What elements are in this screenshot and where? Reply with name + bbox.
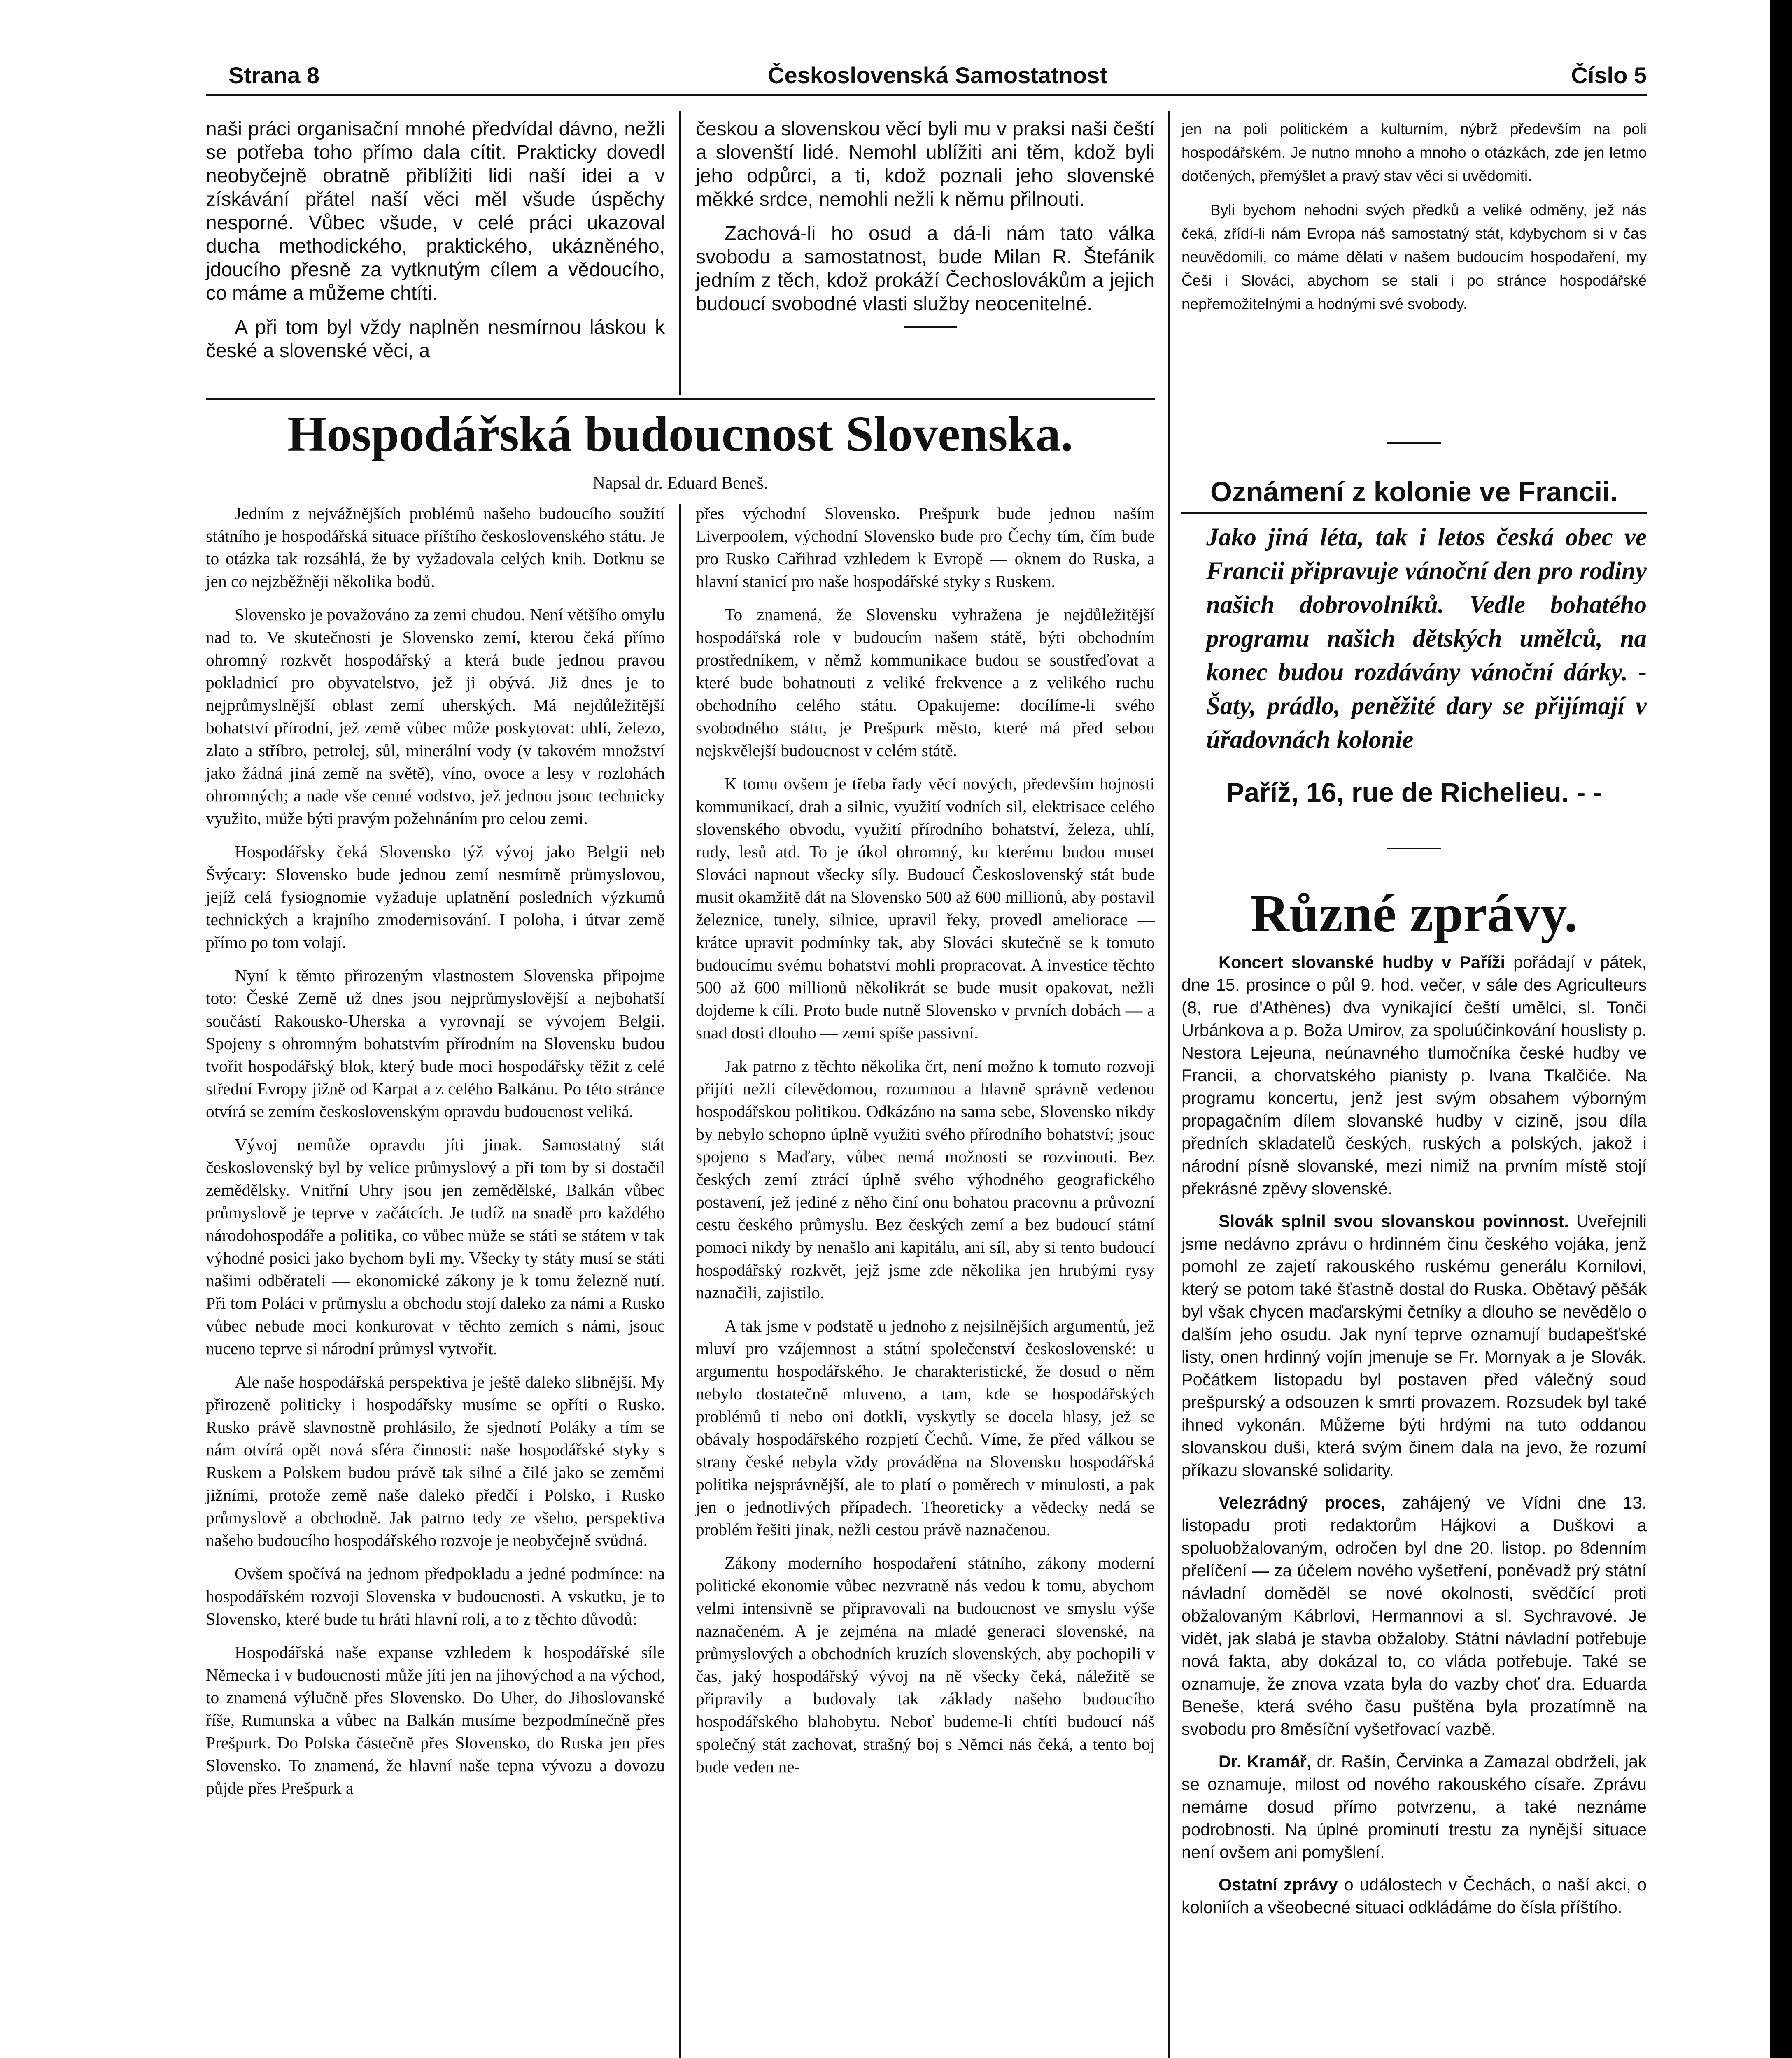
top-middle-column — [696, 117, 1155, 328]
paragraph: Nyní k těmto přirozeným vlastnostem Slovenska připojme toto: České Země už dnes jsou nejprůmyslovější a nejbohatší součástí Rakousko-Uherska a vyrovnají se vývojem Belgii. Spojeny s ohromným bohatstvím přírodním na Slovensku budou tvořit hospodářský blok, který bude moci hospodářsky těžit z celé střední Evropy jižně od Karpat a z celého Balkánu. Po této stránce otvírá se zemím československým opravdu budoucnost veliká. — [206, 966, 665, 1121]
paragraph: Zákony moderního hospodaření státního, zákony moderní politické ekonomie vůbec nezvratně nás vedou k tomu, abychom velmi intensivně se připravovali na budoucnost ve smyslu výše naznačeném. A je zejména na mladé generaci slovenské, na průmyslových a obchodních kruzích slovenských, aby pochopili v čas, jaký hospodářský vývoj na ně všecky čeká, náležitě se připravily a budovaly tak základy našeho budoucího hospodářského blahobytu. Neboť budeme-li chtíti budoucí náš společný stát zachovat, strašný boj s Němci nás čeká, a tento boj bude veden ne- — [696, 1553, 1155, 1776]
notice-address: Paříž, 16, rue de Richelieu. - - — [1226, 777, 1602, 808]
news-item-lead: Koncert slovanské hudby v Paříži — [1219, 952, 1505, 972]
page-number: Strana 8 — [228, 62, 319, 88]
article-column-1 — [206, 502, 665, 1810]
paragraph: českou a slovenskou věcí byli mu v praksi naši čeští a slovenští lidé. Nemohl ublížiti ani těm, kdož byli jeho odpůrci, a ti, kdož poznali jeho slovenské měkké srdce, nemohli nežli k němu přilnouti. — [696, 118, 1155, 210]
paragraph: Ovšem spočívá na jednom předpokladu a jedné podmínce: na hospodářském rozvoji Slovenska v budoucnosti. A vskutku, je to Slovensko, které bude tu hráti hlavní roli, a to z těchto důvodů: — [206, 1564, 665, 1628]
paragraph: To znamená, že Slovensku vyhražena je nejdůležitější hospodářská role v budoucím našem státě, býti obchodním prostředníkem, v němž kommunikace budou se soustřeďovat a které bude bohatnouti z veliké frekvence a z velikého ruchu obchodního celého státu. Opakujeme: docílíme-li svého svobodného státu, je Prešpurk město, které má před sebou nejskvělejší budoucnost v celém státě. — [696, 605, 1155, 760]
page-header — [228, 62, 1647, 95]
paragraph: Hospodářsky čeká Slovensko týž vývoj jako Belgii neb Švýcary: Slovensko bude jednou zemí nesmírně průmyslovou, jejíž celá fysiognomie vyžaduje uplatnění posledních výzkumů technických a krajního zmodernisování. I poloha, i útvar země přímo po tom volají. — [206, 842, 665, 952]
paragraph: Jedním z nejvážnějších problémů našeho budoucího soužití státního je hospodářská situace příštího československého státu. Je to otázka tak rozsáhlá, že by vyžadovala celých knih. Dotknu se jen co nejzběžněji několika bodů. — [206, 504, 665, 591]
article-byline: Napsal dr. Eduard Beneš. — [592, 474, 768, 493]
paragraph: Jak patrno z těchto několika črt, není možno k tomuto rozvoji přijíti nežli cílevědomou, rozumnou a hlavně správně vedenou hospodářskou politikou. Odkázáno na sama sebe, Slovensko nikdy by nebylo schopno úplně využiti svého přírodního bohatství; jsouc spojeno s Maďary, vůbec nemá možnosti se rozvinouti. Bez českých zemí ztrácí úplně svého výhodného geografického postavení, jež jediné z něho činí onu bohatou pracovnu a průvozní cestu českého průmyslu. Bez českých zemí a bez budoucí státní pomoci nikdy by nenašlo ani kapitálu, ani síl, aby si tento budoucí hospodářský rozkvět, jejž jsme zde několika jen hrubými rysy naznačili, zajistilo. — [696, 1057, 1155, 1302]
header-rule — [206, 94, 1647, 96]
paragraph: naši práci organisační mnohé předvídal dávno, nežli se potřeba toho přímo dala cítit. Prakticky dovedl neobyčejně obratně přiblížiti lidi naší idei a v získávání přátel naší věci měl všude úspěchy nesporné. Vůbec všude, v celé práci ukazoval ducha methodického, praktického, ukázněného, jdoucího přesně za vytknutým cílem a vědoucího, co máme a můžeme chtíti. — [206, 118, 665, 304]
column-divider — [679, 111, 681, 395]
news-item-text: zahájený ve Vídni dne 13. listopadu proti redaktorům Hájkovi a Duškovi a spoluobžalovaným, odročen byl dne 20. listop. po 8denním přelíčení — za účelem nového vyšetření, poněvadž prý státní návladní doměděl se nové okolnosti, svědčící proti obžalovaným Kábrlovi, Hermannovi a sl. Sychravové. Je vidět, jak slabá je stavba obžaloby. Státní návladní potřebuje nová fakta, aby dokázal to, co vláda potřebuje. Také se oznamuje, že znova vzata byla do vazby choť dra. Eduarda Beneše, která svého času puštěna byla prozatímně na svobodu pro 8měsíční vyšetřovací vazbě. — [1181, 1493, 1647, 1739]
notice-title: Oznámení z kolonie ve Francii. — [1210, 476, 1618, 508]
paragraph: přes východní Slovensko. Prešpurk bude jednou naším Liverpoolem, východní Slovensko bude pro Čechy tím, čím bude pro Rusko Cařihrad vzhledem k Evropě — oknem do Ruska, a hlavní stanicí pro naše hospodářské styky s Ruskem. — [696, 504, 1155, 591]
news-item — [1181, 1750, 1647, 1863]
right-column-divider — [1168, 111, 1170, 2058]
news-title: Různé zprávy. — [1250, 884, 1578, 943]
news-item-lead: Dr. Kramář, — [1219, 1752, 1312, 1771]
top-right-column — [1181, 117, 1647, 326]
news-item-lead: Velezrádný proces, — [1219, 1493, 1386, 1512]
end-rule — [904, 326, 957, 328]
issue-number: Číslo 5 — [1571, 62, 1647, 88]
paragraph: Byli bychom nehodni svých předků a veliké odměny, jež nás čeká, zřídí-li nám Evropa náš samostatný stát, kdybychom si v čas neuvědomili, co máme dělati v našem budoucím hospodaření, my Češi i Slováci, abychom se stali i po stránce hospodářské nepřemožitelnými a hodnými své svobody. — [1181, 202, 1647, 312]
article-column-divider — [679, 504, 681, 2058]
paragraph: Slovensko je považováno za zemi chudou. Není většího omylu nad to. Ve skutečnosti je Slovensko zemí, kterou čeká přímo ohromný rozkvět hospodářský a která bude jednou pravou pokladnicí pro obyvatelstvo, jež ji obývá. Již dnes je to nejprůmyslnější oblast zemí uherských. Má nejdůležitější bohatství přírodní, jež země vůbec může poskytovat: uhlí, železo, zlato a stříbro, petrolej, sůl, minerální vody (v takovém množství jako žádná jiná země na světě), víno, ovoce a lesy v rozlohách ohromných; a nade vše cenné vodstvo, jež jednou jsouc technicky využito, může býti pravým požehnáním pro celou zemi. — [206, 605, 665, 828]
news-item-lead: Slovák splnil svou slovanskou povinnost. — [1219, 1211, 1569, 1231]
news-item-lead: Ostatní zprávy — [1219, 1875, 1338, 1894]
news-separator — [1387, 848, 1441, 849]
paragraph: Vývoj nemůže opravdu jíti jinak. Samostatný stát československý byl by velice průmyslový a při tom by si dostačil zemědělsky. Vnitřní Uhry jsou jen zemědělské, Balkán vůbec průmyslově je teprve v začátcích. Je tudíž na snadě pro každého národohospodáře a politika, co vůbec může se státi se státem v tak výhodné posici jako bychom byli my. Všecky ty státy musí se státi našimi odběrateli — ekonomické zákony je k tomu železně nutí. Při tom Poláci v průmyslu a obchodu stojí daleko za námi a Rusko vůbec nebude moci konkurovat v těchto zemích s námi, jsouc nuceno teprve si národní průmysl vytvořit. — [206, 1135, 665, 1358]
masthead: Československá Samostatnost — [768, 62, 1107, 88]
news-item — [1181, 1873, 1647, 1918]
paragraph: Zachová-li ho osud a dá-li nám tato válka svobodu a samostatnost, bude Milan R. Štefánik jedním z těch, kdož prokáží Čechoslovákům a jejich budoucí svobodné vlasti služby neocenitelné. — [696, 223, 1155, 315]
news-item — [1181, 1491, 1647, 1740]
news-column — [1181, 951, 1647, 1928]
article-column-2 — [696, 502, 1155, 1789]
paragraph: Ale naše hospodářská perspektiva je ještě daleko slibnější. My přirozeně politicky i hospodářsky musíme se opříti o Rusko. Rusko právě slavnostně prohlásilo, že sjednotí Poláky a tím se nám otvírá opět nová sféra činnosti: naše hospodářské styky s Ruskem a Polskem budou právě tak silné a čilé jako se zeměmi jižními, protože země naše daleko předčí i Polsko, i Rusko průmyslově a obchodně. Jak patrno tedy ze všeho, perspektiva našeho budoucího hospodářského rozvoje je neobyčejně svůdná. — [206, 1372, 665, 1550]
page-edge — [1770, 0, 1792, 2058]
paragraph: K tomu ovšem je třeba řady věcí nových, především hojnosti kommunikací, drah a silnic, využití vodních sil, elektrisace celého slovenského obvodu, využití přírodního bohatství, železa, uhlí, rudy, lesů atd. To je úkol ohromný, ku kterému budou muset Slováci napnout všecky síly. Budoucí Československý stát bude musit okamžitě dát na Slovensko 500 až 600 millionů, aby postavil železnice, tunely, silnice, upravil řeky, provedl amelioracе — krátce upravit podmínky tak, aby Slováci skutečně se k tomuto budoucímu svému bohatství mohli propracovat. A investice těchto 500 až 600 millionů několikrát se bude musit opakovat, nežli dojdeme k cíli. Proto bude nutně Slovensko v prvních dobách — a snad dosti dlouho — zemí spíše passivní. — [696, 774, 1155, 1042]
article-top-rule — [206, 398, 1155, 400]
news-item-text: dr. Rašín, Červinka a Zamazal obdrželi, jak se oznamuje, milost od nového rakouského císaře. Zprávu nemáme dosud přímo potvrzenu, a také neznáme podrobnosti. Na úplné prominutí trestu za nynější situace není ovšem ani pomyšlení. — [1181, 1752, 1647, 1862]
notice-separator — [1387, 442, 1441, 444]
paragraph: jen na poli politickém a kulturním, nýbrž především na poli hospodářském. Je nutno mnoho a mnoho o otázkách, zde jen letmo dotčených, přemýšlet a pravý stav věci si uvědomiti. — [1181, 121, 1647, 184]
news-item — [1181, 1210, 1647, 1481]
paragraph: Hospodářská naše expanse vzhledem k hospodářské síle Německa i v budoucnosti může jíti jen na jihovýchod a na východ, to znamená výlučně přes Slovensko. Do Uher, do Jihoslovanské říše, Rumunska a vůbec na Balkán musíme bezpodmínečně přes Prešpurk. Do Polska částečně přes Slovensko, do Ruska jen přes Slovensko. To znamená, že hlavní naše tepna vývozu a dovozu půjde přes Prešpurk a — [206, 1643, 665, 1797]
top-left-column — [206, 117, 665, 373]
news-item — [1181, 951, 1647, 1200]
paragraph: A tak jsme v podstatě u jednoho z nejsilnějších argumentů, jež mluví pro vzájemnost a státní společenství československé: u argumentu hospodářského. Je charakteristické, že dosud o něm nebylo dostatečně mluveno, a tam, kde se hospodářských problémů ti nebo oni dotkli, vyskytly se docela hlasy, jež se obávaly hospodářského rozpjetí Čechů. Víme, že před válkou se strany české nebyla vždy prováděna na Slovensku hospodářská politika nejsprávnější, ale to platí o poměrech v minulosti, a pak jen o jednotlivých případech. Theoreticky a vědecky nedá se problém řešiti jinak, nežli cestou právě naznačenou. — [696, 1316, 1155, 1539]
news-item-text: Uveřejnili jsme nedávno zprávu o hrdinném činu českého vojáka, jenž pomohl ze zajetí rakouského ruskému generálu Kornilovi, který se potom také šťastně dostal do Ruska. Obětavý pěšák byl však chycen maďarskými četníky a dlouho se nevědělo o dalším jeho osudu. Jak nyní teprve oznamují budapešťské listy, onen hrdinný vojín jmenuje se Fr. Mornyak a je Slovák. Počátkem listopadu byl postaven před válečný soud prešpurský a odsouzen k smrti provazem. Rozsudek byl také ihned vykonán. Můžeme býti hrdými na tuto oddanou slovanskou duši, která svým činem dala na jevo, že rozumí příkazu slovanské solidarity. — [1181, 1211, 1647, 1480]
notice-body: Jako jiná léta, tak i letos česká obec ve Francii připravuje vánoční den pro rodiny našich dobrovolníků. Vedle bohatého programu našich dětských umělců, na konec budou rozdávány vánoční dárky. - Šaty, prádlo, peněžité dary se přijímají v úřadovnách kolonie — [1206, 524, 1647, 754]
notice-title-underline — [1181, 512, 1647, 514]
news-item-text: pořádají v pátek, dne 15. prosince o půl 9. hod. večer, v sále des Agriculteurs (8, rue d'Athènes) dva vynikající čeští umělci, sl. Tonči Urbánkova a p. Boža Umirov, za spoluúčinkování houslisty p. Nestora Lejeuna, neúnavného tlumočníka české hudby ve Francii, a chorvatského pianisty p. Ivana Tkalčiće. Na programu koncertu, jenž jest svým obsahem výborným propagačním dílem slovanské hudby v cizině, jsou díla předních skladatelů českých, ruských a polských, jakož i národní písně slovanské, mezi nimiž na prvním místě stojí překrásné zpěvy slovenské. — [1181, 952, 1647, 1198]
news-item-text: o událostech v Čechách, o naší akci, o koloniích a všeobecné situaci odkládáme do čísla příštího. — [1181, 1875, 1647, 1917]
paragraph: A při tom byl vždy naplněn nesmírnou láskou k české a slovenské věci, a — [206, 317, 665, 362]
article-title: Hospodářská budoucnost Slovenska. — [287, 406, 1073, 462]
